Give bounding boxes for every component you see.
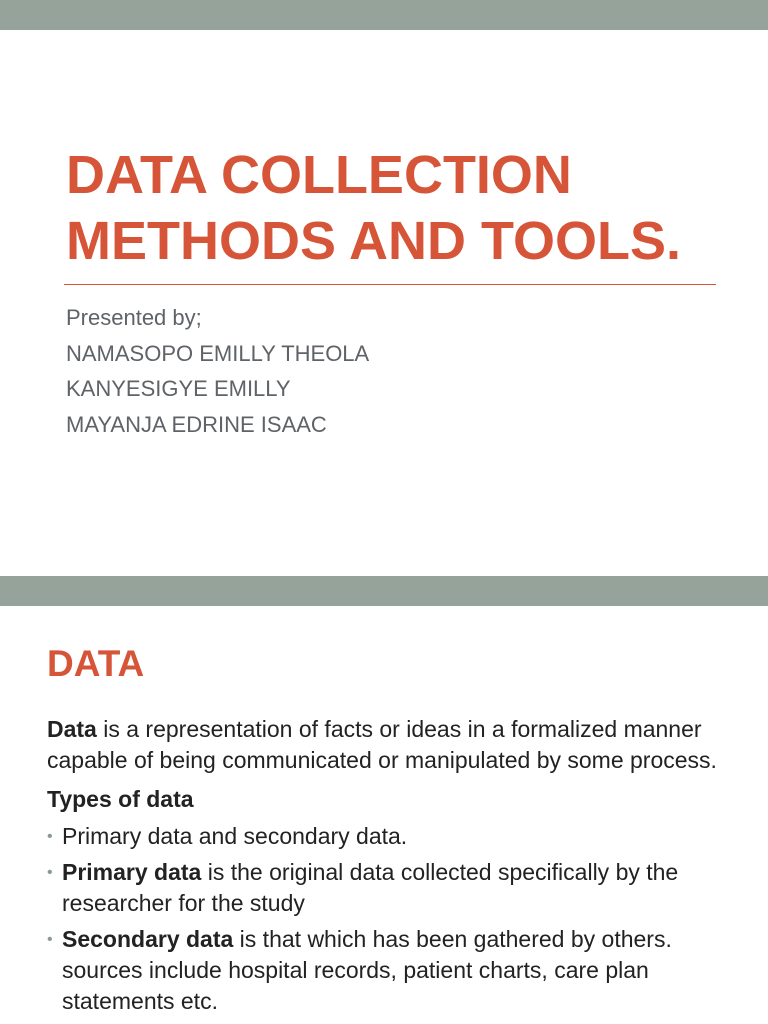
bullet-icon: • xyxy=(47,864,53,881)
bullet-list xyxy=(47,821,737,1017)
presented-by-label: Presented by; xyxy=(66,305,202,330)
slide-title-line-2: METHODS AND TOOLS. xyxy=(66,211,682,271)
title-divider xyxy=(64,284,716,285)
definition-term: Data xyxy=(47,716,97,742)
top-color-band xyxy=(0,0,768,30)
slide-title-line-1: DATA COLLECTION xyxy=(66,145,572,205)
list-item xyxy=(47,821,737,852)
slide-title xyxy=(66,142,746,274)
presenters-block xyxy=(66,300,706,442)
bullet-term: Primary data xyxy=(62,859,202,885)
content-slide xyxy=(0,576,768,1024)
definition-paragraph xyxy=(47,714,737,776)
presenter-name: KANYESIGYE EMILLY xyxy=(66,376,291,401)
types-heading: Types of data xyxy=(47,786,194,812)
slide-body xyxy=(47,714,737,1022)
bullet-term: Secondary data xyxy=(62,926,234,952)
bullet-text: is the original data collected specifically by the researcher for the study xyxy=(62,859,679,916)
bullet-text: is that which has been gathered by others. sources include hospital records, patient charts, care plan statements etc. xyxy=(62,926,672,1014)
list-item xyxy=(47,857,737,919)
list-item xyxy=(47,924,737,1017)
definition-text: is a representation of facts or ideas in a formalized manner capable of being communicated or manipulated by some process. xyxy=(47,716,717,773)
bullet-text: Primary data and secondary data. xyxy=(62,823,408,849)
top-color-band xyxy=(0,576,768,606)
slide-heading: DATA xyxy=(47,643,145,684)
bullet-icon: • xyxy=(47,931,53,948)
presenter-name: MAYANJA EDRINE ISAAC xyxy=(66,411,327,437)
presenter-name: NAMASOPO EMILLY THEOLA xyxy=(66,340,370,366)
bullet-icon: • xyxy=(47,828,53,845)
